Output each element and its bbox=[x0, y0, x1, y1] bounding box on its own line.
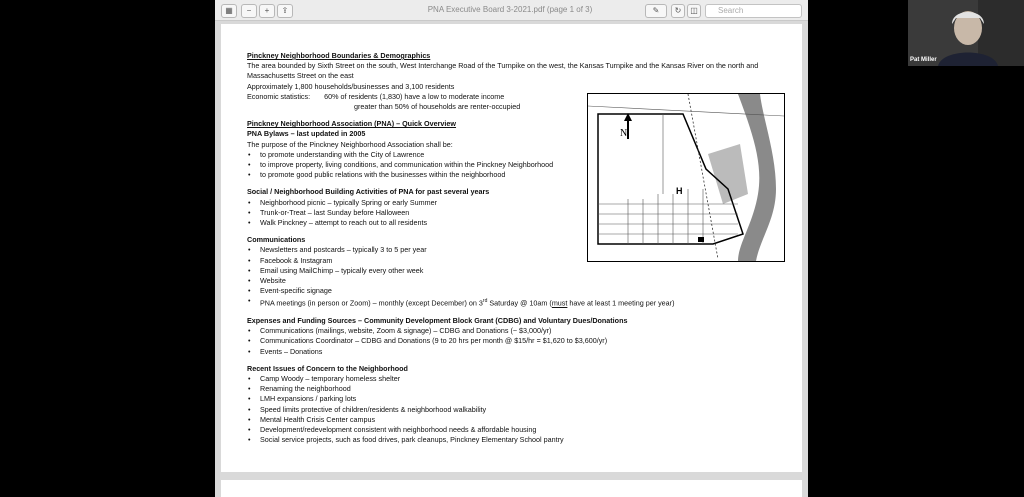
section-heading: Communications bbox=[247, 235, 306, 245]
value: 60% of residents (1,830) have a low to moderate income bbox=[324, 91, 505, 101]
list-item: • Event-specific signage bbox=[247, 286, 787, 296]
list-item: • Renaming the neighborhood bbox=[247, 384, 787, 394]
north-label: N bbox=[620, 128, 628, 139]
list-item: • Neighborhood picnic – typically Spring or early Summer bbox=[247, 198, 787, 208]
paragraph: Approximately 1,800 households/businesses and 3,100 residents bbox=[247, 81, 455, 91]
viewer-toolbar bbox=[215, 0, 808, 21]
list-item: • Social service projects, such as food drives, park cleanups, Pinckney Elementary School pantry bbox=[247, 435, 787, 445]
markup-pen-icon[interactable]: ✎ bbox=[645, 4, 667, 18]
rotate-icon[interactable]: ↻ bbox=[671, 4, 685, 18]
section-heading: Expenses and Funding Sources – Community Development Block Grant (CDBG) and Voluntary Dues/Donations bbox=[247, 316, 628, 326]
participant-video-tile[interactable] bbox=[908, 0, 1024, 66]
list-item: • LMH expansions / parking lots bbox=[247, 394, 787, 404]
pdf-page bbox=[221, 24, 802, 472]
pdf-next-page bbox=[221, 480, 802, 497]
hospital-label: H bbox=[676, 186, 683, 196]
participant-name: Pat Miller bbox=[910, 57, 937, 63]
list-item: • Newsletters and postcards – typically 3 to 5 per year bbox=[247, 245, 787, 255]
list-item: • Camp Woody – temporary homeless shelter bbox=[247, 374, 787, 384]
neighborhood-map bbox=[587, 93, 785, 262]
list-item: • to improve property, living conditions, and communication within the Pinckney Neighborhood bbox=[247, 160, 787, 170]
paragraph: The area bounded by Sixth Street on the south, West Interchange Road of the Turnpike on the west, the Kansas Turnpike and the Kansas River on the north and Massachusetts Street on the east bbox=[247, 61, 759, 81]
window-title: PNA Executive Board 3-2021.pdf (page 1 of 3) bbox=[427, 5, 593, 14]
list-item: • PNA meetings (in person or Zoom) – monthly (except December) on 3rd Saturday @ 10am (must have at least 1 meeting per year) bbox=[247, 296, 787, 309]
list-item: • Speed limits protective of children/residents & neighborhood walkability bbox=[247, 405, 787, 415]
sidebar-toggle-icon[interactable]: ▦ bbox=[221, 4, 237, 18]
list-item: • Trunk-or-Treat – last Sunday before Halloween bbox=[247, 208, 787, 218]
search-input[interactable]: Search bbox=[705, 4, 802, 18]
list-item: • Website bbox=[247, 276, 787, 286]
label: Economic statistics: bbox=[247, 91, 311, 101]
map-graphic bbox=[588, 94, 784, 261]
list-item: • Communications Coordinator – CDBG and Donations (9 to 20 hrs per month @ $15/hr = $1,620 to $3,600/yr) bbox=[247, 336, 787, 346]
bullet-list bbox=[247, 326, 787, 357]
list-item: • to promote understanding with the City of Lawrence bbox=[247, 150, 787, 160]
paragraph: The purpose of the Pinckney Neighborhood Association shall be: bbox=[247, 139, 453, 149]
list-item: • Walk Pinckney – attempt to reach out to all residents bbox=[247, 218, 787, 228]
list-item: • Events – Donations bbox=[247, 347, 787, 357]
paragraph: greater than 50% of households are renter-occupied bbox=[354, 102, 521, 112]
zoom-in-icon[interactable]: + bbox=[259, 4, 275, 18]
list-item: • Mental Health Crisis Center campus bbox=[247, 415, 787, 425]
list-item: • to promote good public relations with the businesses within the neighborhood bbox=[247, 170, 787, 180]
pdf-viewer-window bbox=[215, 0, 808, 497]
zoom-out-icon[interactable]: − bbox=[241, 4, 257, 18]
bullet-list bbox=[247, 374, 787, 445]
subheading: PNA Bylaws – last updated in 2005 bbox=[247, 129, 366, 139]
park-shape bbox=[708, 144, 748, 204]
school-marker bbox=[698, 237, 704, 242]
section-heading: Recent Issues of Concern to the Neighborhood bbox=[247, 363, 408, 373]
share-icon[interactable]: ⇪ bbox=[277, 4, 293, 18]
section-heading: Pinckney Neighborhood Association (PNA) – Quick Overview bbox=[247, 119, 457, 129]
list-item: • Email using MailChimp – typically every other week bbox=[247, 266, 787, 276]
list-item: • Communications (mailings, website, Zoom & signage) – CDBG and Donations (~ $3,000/yr) bbox=[247, 326, 787, 336]
section-heading: Pinckney Neighborhood Boundaries & Demographics bbox=[247, 51, 431, 60]
list-item: • Development/redevelopment consistent with neighborhood needs & affordable housing bbox=[247, 425, 787, 435]
section-heading: Social / Neighborhood Building Activities of PNA for past several years bbox=[247, 187, 490, 197]
annotate-icon[interactable]: ◫ bbox=[687, 4, 701, 18]
list-item: • Facebook & Instagram bbox=[247, 256, 787, 266]
